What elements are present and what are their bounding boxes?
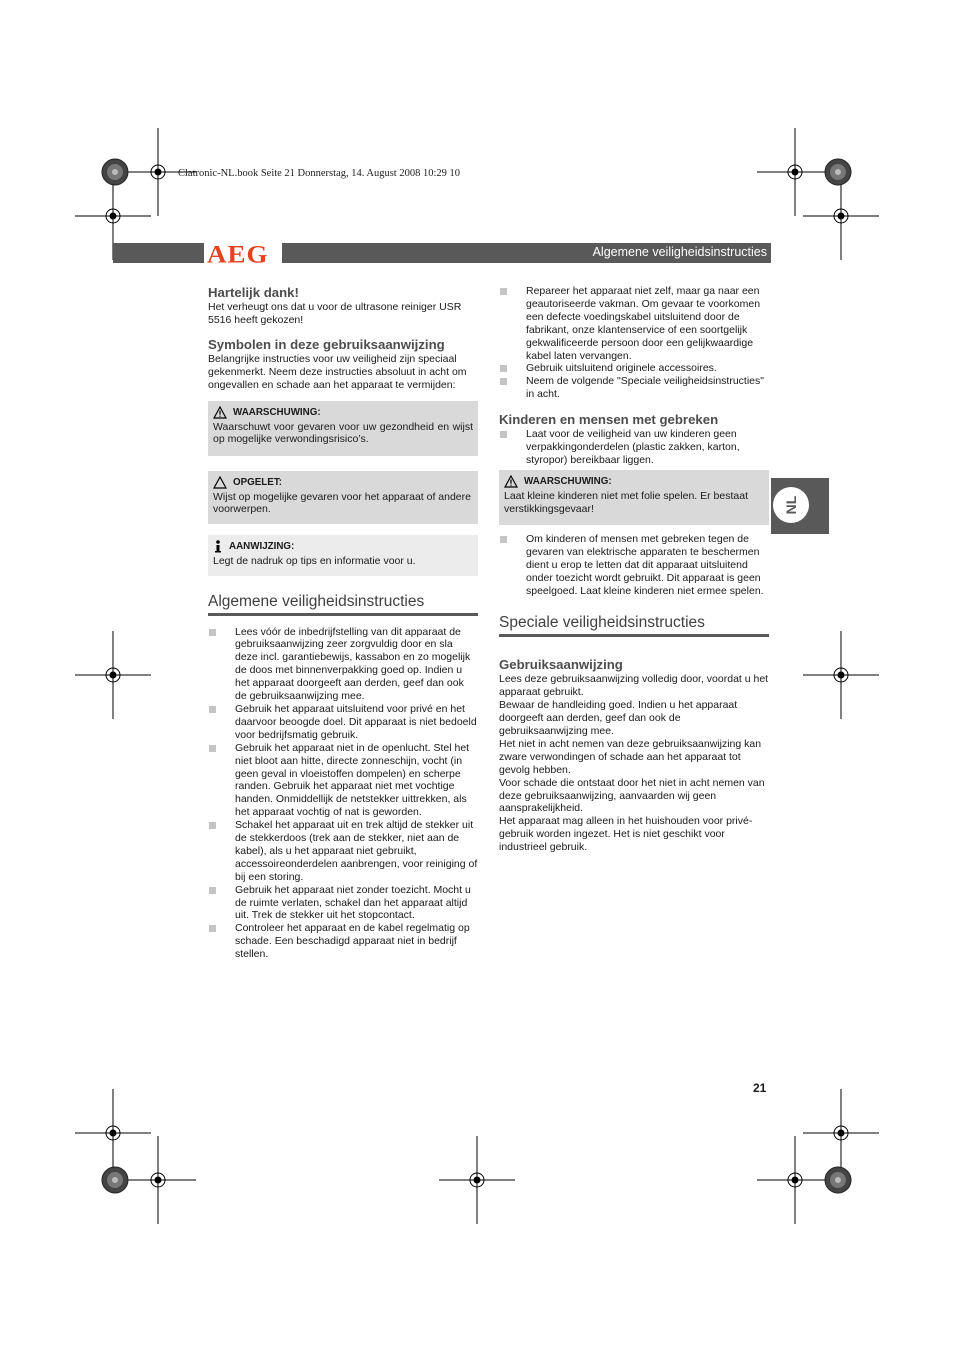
list-item-text: Neem de volgende "Speciale veiligheidsinstructies" in acht. xyxy=(526,375,765,401)
note-box xyxy=(208,535,478,576)
repair-list xyxy=(499,285,769,401)
caution-box xyxy=(208,471,478,524)
safety-heading: Algemene veiligheidsinstructies xyxy=(208,592,478,616)
header-title: Algemene veiligheidsinstructies xyxy=(592,245,767,259)
page-number: 21 xyxy=(753,1081,767,1095)
note-label: AANWIJZING: xyxy=(229,540,295,552)
list-item-text: Gebruik het apparaat uitsluitend voor privé en het daarvoor beoogde doel. Dit apparaat is niet bedoeld voor bedrijfsmatig gebruik. xyxy=(235,702,477,741)
bullet-icon xyxy=(209,629,216,636)
list-item xyxy=(208,742,478,819)
list-item-text: Schakel het apparaat uit en trek altijd de stekker uit de stekkerdoos (trek aan de stekker, niet aan de kabel), als u het apparaat niet gebruikt, accessoireonderdelen aanbrengen, voor reiniging of bij een storing. xyxy=(235,819,478,883)
list-item xyxy=(208,626,478,703)
warning-label: WAARSCHUWING: xyxy=(524,475,612,487)
list-item xyxy=(499,375,769,401)
list-item xyxy=(208,819,478,884)
list-item xyxy=(499,362,769,375)
brand-logo: AEG xyxy=(207,239,269,269)
warning-box-header xyxy=(213,406,473,419)
manual-paragraph: Bewaar de handleiding goed. Indien u het apparaat doorgeeft aan derden, geef dan ook de gebruiksaanwijzing mee. xyxy=(499,699,738,738)
children-list-2 xyxy=(499,533,769,598)
warning-triangle-icon xyxy=(213,406,227,419)
symbols-text: Belangrijke instructies voor uw veiligheid zijn speciaal gekenmerkt. Neem deze instructies absoluut in acht om ongevallen en schade aan het apparaat te vermijden: xyxy=(208,352,467,391)
language-tab-label: NL xyxy=(783,495,799,515)
children-list xyxy=(499,428,769,467)
caution-box-header xyxy=(213,476,473,489)
bullet-icon xyxy=(500,288,507,295)
bullet-icon xyxy=(209,706,216,713)
info-icon xyxy=(213,540,223,553)
warning-label: WAARSCHUWING: xyxy=(233,406,321,418)
warning-box xyxy=(208,401,478,456)
list-item-text: Gebruik uitsluitend originele accessoires. xyxy=(526,362,717,375)
list-item-text: Gebruik het apparaat niet zonder toezicht. Mocht u de ruimte verlaten, schakel dan het apparaat altijd uit. Trek de stekker uit het stopcontact. xyxy=(235,883,471,922)
list-item-text: Gebruik het apparaat niet in de openlucht. Stel het niet bloot aan hitte, directe zonneschijn, vocht (in geen geval in vloeistoffen dompelen) en scherpe randen. Gebruik het apparaat niet met vochtige handen. Onmiddellijk de netstekker uittrekken, als het apparaat vochtig of nat is geworden. xyxy=(235,741,470,819)
safety-list xyxy=(208,626,478,962)
warning-text: Laat kleine kinderen niet met folie spelen. Er bestaat verstikkingsgevaar! xyxy=(504,489,748,515)
bullet-icon xyxy=(209,887,216,894)
bullet-icon xyxy=(209,822,216,829)
note-box-header xyxy=(213,540,473,553)
language-tab xyxy=(771,478,829,534)
list-item xyxy=(208,884,478,923)
caution-text: Wijst op mogelijke gevaren voor het apparaat of andere voorwerpen. xyxy=(213,490,471,516)
warning-triangle-icon xyxy=(504,475,518,488)
warning-text: Waarschuwt voor gevaren voor uw gezondheid en wijst op mogelijke verwondingsrisico’s. xyxy=(213,420,473,446)
bullet-icon xyxy=(209,925,216,932)
children-warning-header xyxy=(504,475,764,488)
left-column xyxy=(208,285,478,961)
list-item xyxy=(499,285,769,362)
bullet-icon xyxy=(500,378,507,385)
list-item-text: Controleer het apparaat en de kabel regelmatig op schade. Een beschadigd apparaat niet in bedrijf stellen. xyxy=(235,922,470,961)
right-column xyxy=(499,285,769,854)
manual-paragraph: Voor schade die ontstaat door het niet in acht nemen van deze gebruiksaanwijzing, aanvaarden wij geen aansprakelijkheid. xyxy=(499,776,765,815)
list-item-text: Lees vóór de inbedrijfstelling van dit apparaat de gebruiksaanwijzing zeer zorgvuldig door en sla deze incl. garantiebewijs, kassabon en zo mogelijk de doos met binnenverpakking goed op. Indien u het apparaat doorgeeft aan derden, geef dan ook de gebruiksaanwijzing mee. xyxy=(235,625,471,703)
manual-paragraph: Het apparaat mag alleen in het huishouden voor privé-gebruik worden ingezet. Het is niet geschikt voor industrieel gebruik. xyxy=(499,815,753,854)
list-item xyxy=(499,533,769,598)
children-heading: Kinderen en mensen met gebreken xyxy=(499,412,719,428)
manual-heading: Gebruiksaanwijzing xyxy=(499,657,623,673)
list-item-text: Laat voor de veiligheid van uw kinderen geen verpakkingonderdelen (plastic zakken, karton, styropor) bereikbaar liggen. xyxy=(526,428,740,466)
symbols-heading: Symbolen in deze gebruiksaanwijzing xyxy=(208,336,445,352)
children-warning-box xyxy=(499,470,769,525)
list-item xyxy=(208,922,478,961)
bullet-icon xyxy=(500,431,507,438)
list-item-text: Repareer het apparaat niet zelf, maar ga naar een geautoriseerde vakman. Om gevaar te voorkomen een defecte voedingskabel uitsluitend door de fabrikant, onze klantenservice of een soortgelijk gekwalificeerde persoon door een gelijkwaardige kabel laten vervangen. xyxy=(526,285,761,362)
note-text: Legt de nadruk op tips en informatie voor u. xyxy=(213,554,416,567)
caution-triangle-icon xyxy=(213,476,227,489)
manual-paragraph: Lees deze gebruiksaanwijzing volledig door, voordat u het apparaat gebruikt. xyxy=(499,673,769,699)
bullet-icon xyxy=(500,536,507,543)
list-item-text: Om kinderen of mensen met gebreken tegen de gevaren van elektrische apparaten te beschermen dient u erop te letten dat dit apparaat uitsluitend onder toezicht wordt gebruikt. Dit apparaat is geen speelgoed. Laat kleine kinderen niet ermee spelen. xyxy=(526,532,764,597)
bullet-icon xyxy=(209,745,216,752)
list-item xyxy=(208,703,478,742)
special-heading: Speciale veiligheidsinstructies xyxy=(499,613,769,637)
bullet-icon xyxy=(500,365,507,372)
manual-paragraph: Het niet in acht nemen van deze gebruiksaanwijzing kan zware verwondingen of schade aan het apparaat tot gevolg hebben. xyxy=(499,737,762,776)
thanks-heading: Hartelijk dank! xyxy=(208,285,299,300)
thanks-text: Het verheugt ons dat u voor de ultrasone reiniger USR 5516 heeft gekozen! xyxy=(208,301,462,326)
list-item xyxy=(499,428,769,467)
caution-label: OPGELET: xyxy=(233,476,282,488)
print-info: Clatronic-NL.book Seite 21 Donnerstag, 14. August 2008 10:29 10 xyxy=(178,168,461,179)
